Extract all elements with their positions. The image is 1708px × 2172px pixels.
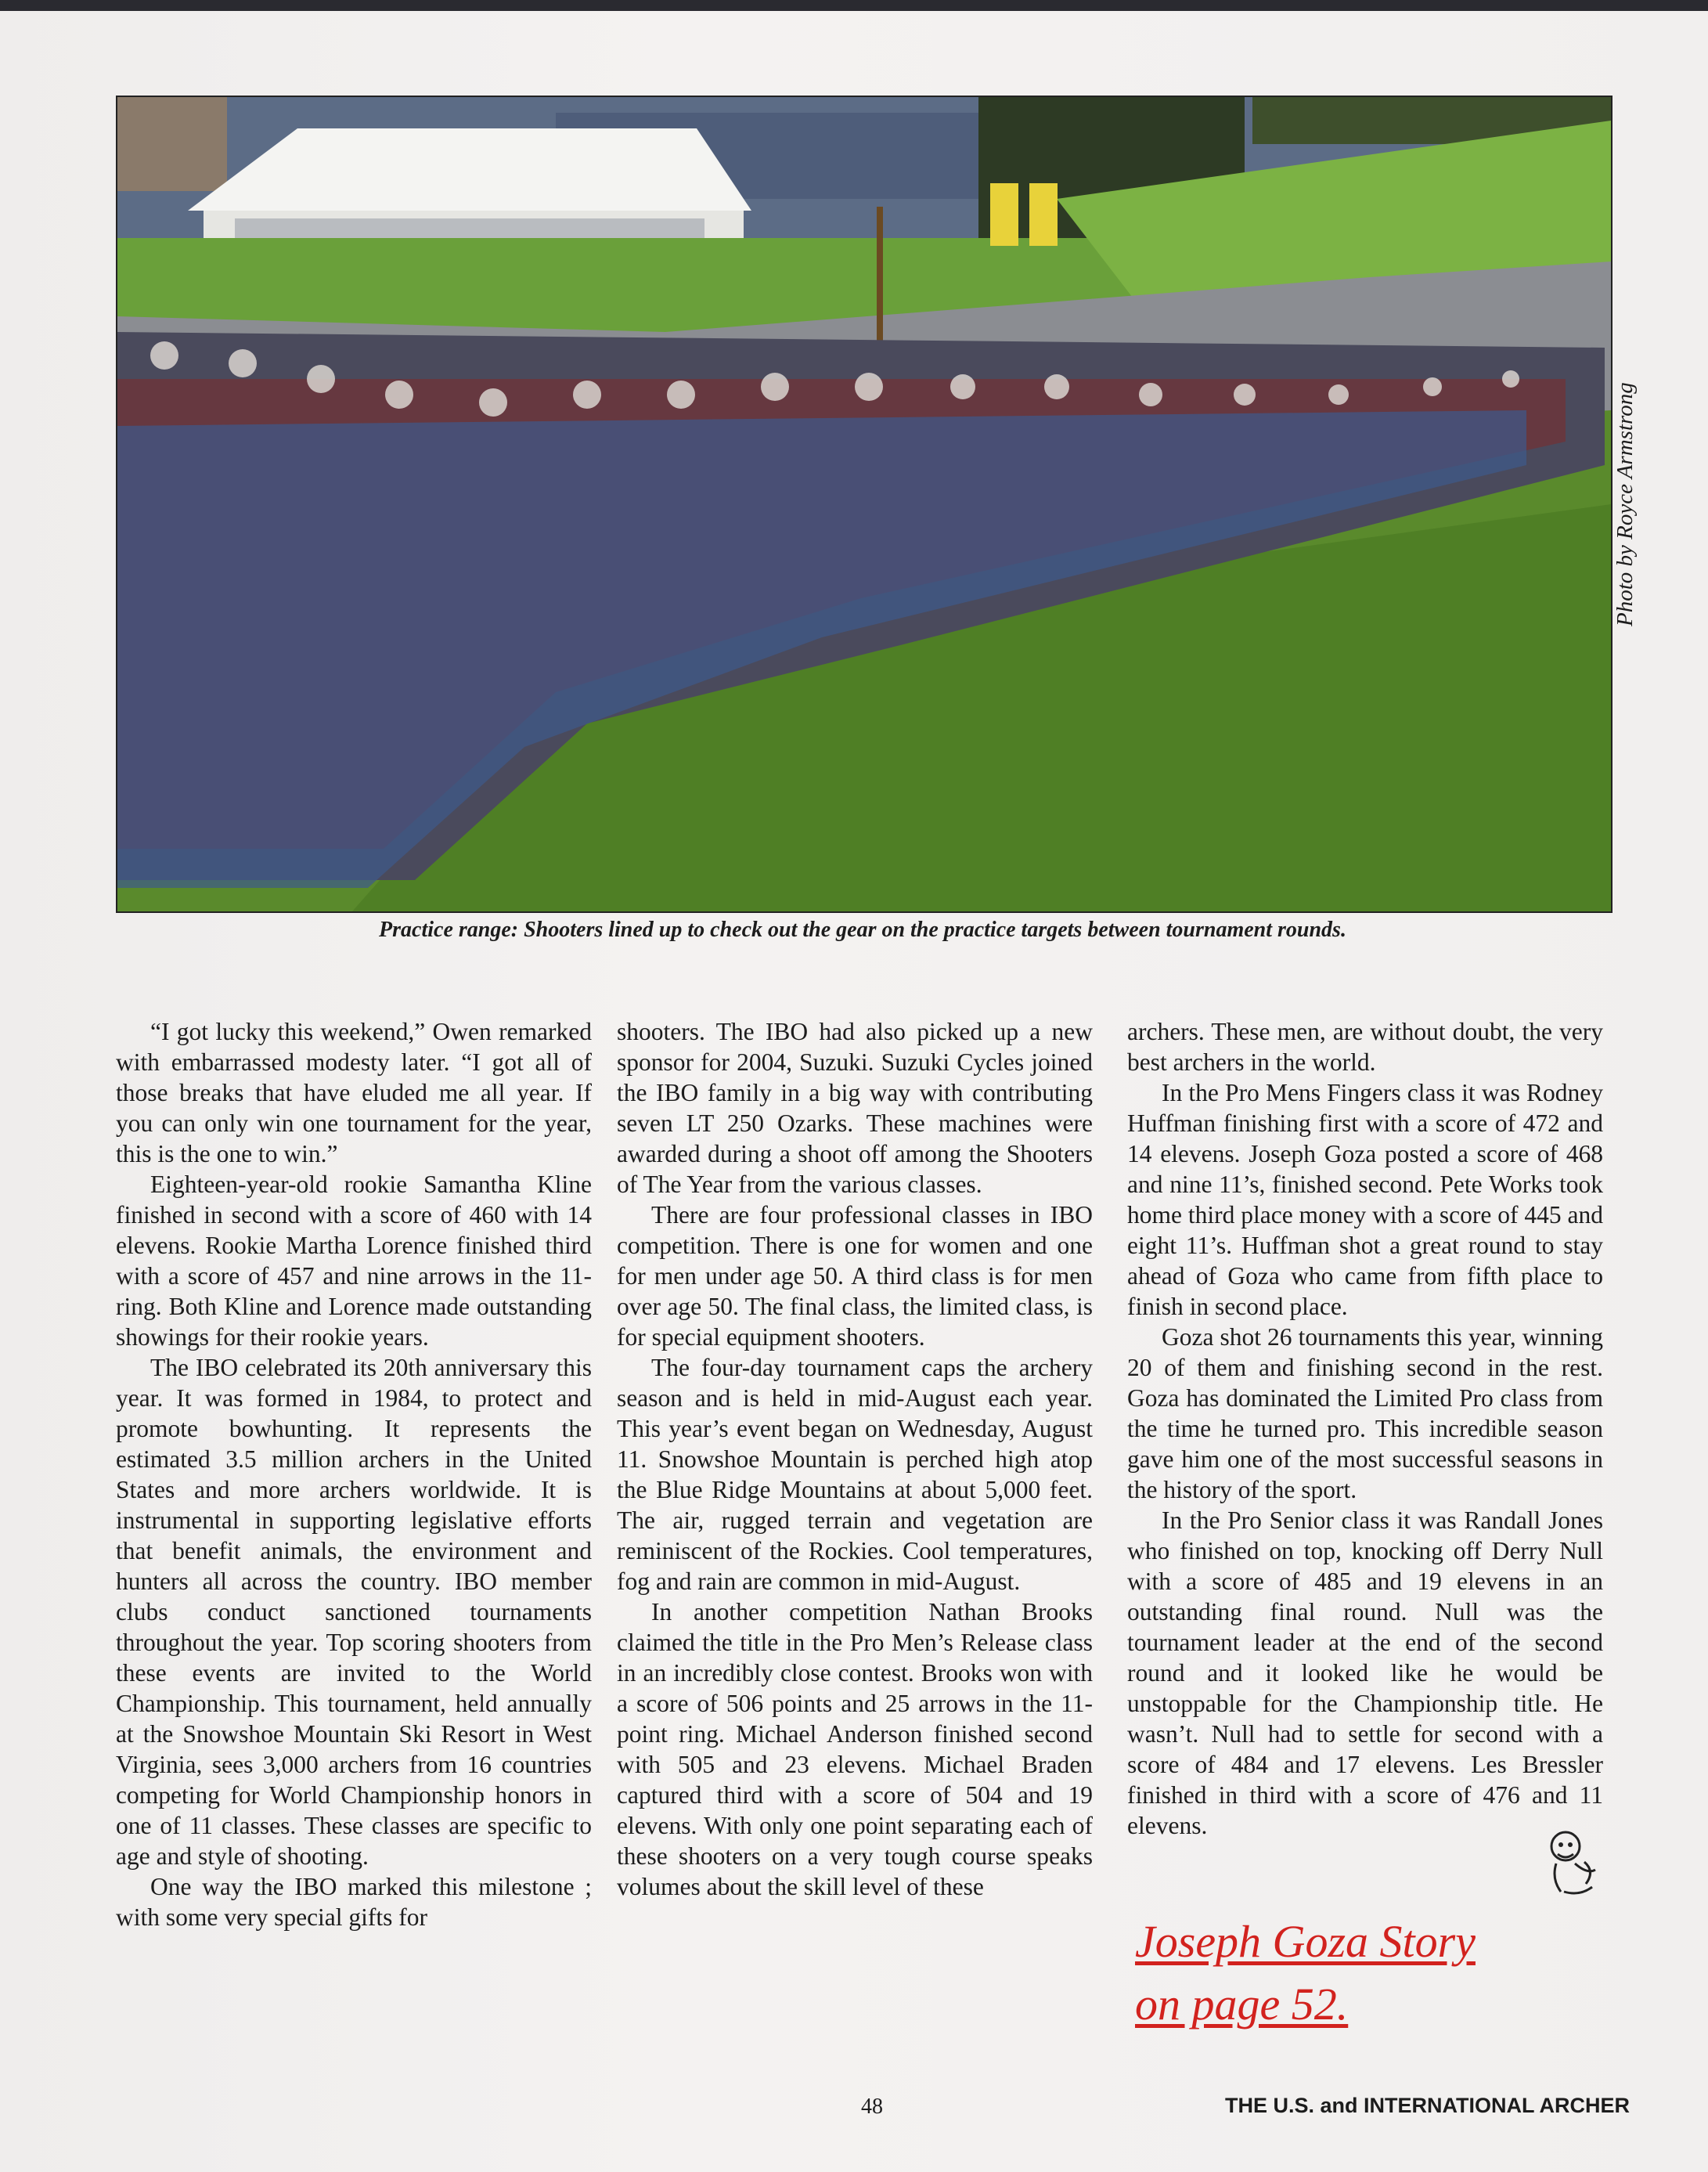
paragraph: There are four professional classes in IBO competition. There is one for women and one for men under age 50. A third class is for men over age 50. The final class, the limited class, is for special equipment shooters.	[617, 1201, 1093, 1351]
paragraph: In the Pro Mens Fingers class it was Rodney Huffman finishing first with a score of 472 and 14 elevens. Joseph Goza posted a score of 468 and nine 11’s, finished second. Pete Works took home third place money with a score of 445 and eight 11’s. Huffman shot a great round to stay ahead of Goza who came from fifth place to finish in second place.	[1127, 1079, 1603, 1320]
goza-story-link[interactable]	[1135, 1910, 1476, 2036]
paragraph: The four-day tournament caps the archery season and is held in mid-August each year. This year’s event began on Wednesday, August 11. Snowshoe Mountain is perched high atop the Blue Ridge Mountains at about 5,000 feet. The air, rugged terrain and vegetation are reminiscent of the Rockies. Cool temperatures, fog and rain are common in mid-August.	[617, 1354, 1093, 1595]
archer-mascot-icon	[1540, 1824, 1603, 1900]
paragraph: Eighteen-year-old rookie Samantha Kline finished in second with a score of 460 with 14 elevens. Rookie Martha Lorence finished third with a score of 457 and nine arrows in the 11-ring. Both Kline and Lorence made outstanding showings for their rookie years.	[116, 1171, 592, 1351]
paragraph: One way the IBO marked this milestone ; with some very special gifts for	[116, 1873, 592, 1931]
photo-illustration	[117, 97, 1611, 911]
paragraph: archers. These men, are without doubt, the very best archers in the world.	[1127, 1018, 1603, 1076]
paragraph: “I got lucky this weekend,” Owen remarked with embarrassed modesty later. “I got all of those breaks that have eluded me all year. If you can only win one tournament for the year, this is the one to win.”	[116, 1018, 592, 1167]
photo-credit: Photo by Royce Armstrong	[1613, 382, 1638, 626]
paragraph: The IBO celebrated its 20th anniversary this year. It was formed in 1984, to protect and promote bowhunting. It represents the estimated 3.5 million archers in the United States and more archers worldwide. It is instrumental in supporting legislative efforts that benefit animals, the environment and hunters all across the country. IBO member clubs conduct sanctioned tournaments throughout the year. Top scoring shooters from these events are invited to the World Championship. This tournament, held annually at the Snowshoe Mountain Ski Resort in West Virginia, sees 3,000 archers from 16 countries competing for World Championship honors in one of 11 classes. These classes are specific to age and style of shooting.	[116, 1354, 592, 1870]
paragraph: shooters. The IBO had also picked up a new sponsor for 2004, Suzuki. Suzuki Cycles joined the IBO family in a big way with contributing seven LT 250 Ozarks. These machines were awarded during a shoot off among the Shooters of The Year from the various classes.	[617, 1018, 1093, 1198]
article-column-1	[116, 1016, 592, 1932]
story-link-line-1: Joseph Goza Story	[1135, 1916, 1476, 1967]
practice-range-photo	[116, 96, 1613, 913]
page-top-edge	[0, 0, 1708, 11]
photo-caption: Practice range: Shooters lined up to check out the gear on the practice targets between tournament rounds.	[379, 918, 1346, 942]
story-link-line-2: on page 52.	[1135, 1979, 1349, 2029]
article-column-3	[1127, 1016, 1603, 1841]
page-number: 48	[861, 2094, 883, 2119]
paragraph: Goza shot 26 tournaments this year, winning 20 of them and finishing second in the rest. Goza has dominated the Limited Pro class from the time he turned pro. This incredible season gave him one of the most successful seasons in the history of the sport.	[1127, 1323, 1603, 1503]
paragraph: In another competition Nathan Brooks claimed the title in the Pro Men’s Release class in an incredibly close contest. Brooks won with a score of 506 points and 25 arrows in the 11-point ring. Michael Anderson finished second with 505 and 23 elevens. Michael Braden captured third with a score of 504 and 19 elevens. With only one point separating each of these shooters on a very tough course speaks volumes about the skill level of these	[617, 1598, 1093, 1900]
article-column-2	[617, 1016, 1093, 1902]
publication-title: THE U.S. and INTERNATIONAL ARCHER	[1225, 2094, 1631, 2117]
paragraph: In the Pro Senior class it was Randall Jones who finished on top, knocking off Derry Null with a score of 485 and 19 elevens in an outstanding final round. Null was the tournament leader at the end of the second round and it looked like he would be unstoppable for the Championship title. He wasn’t. Null had to settle for second with a score of 484 and 17 elevens. Les Bressler finished in third with a score of 476 and 11 elevens.	[1127, 1506, 1603, 1839]
